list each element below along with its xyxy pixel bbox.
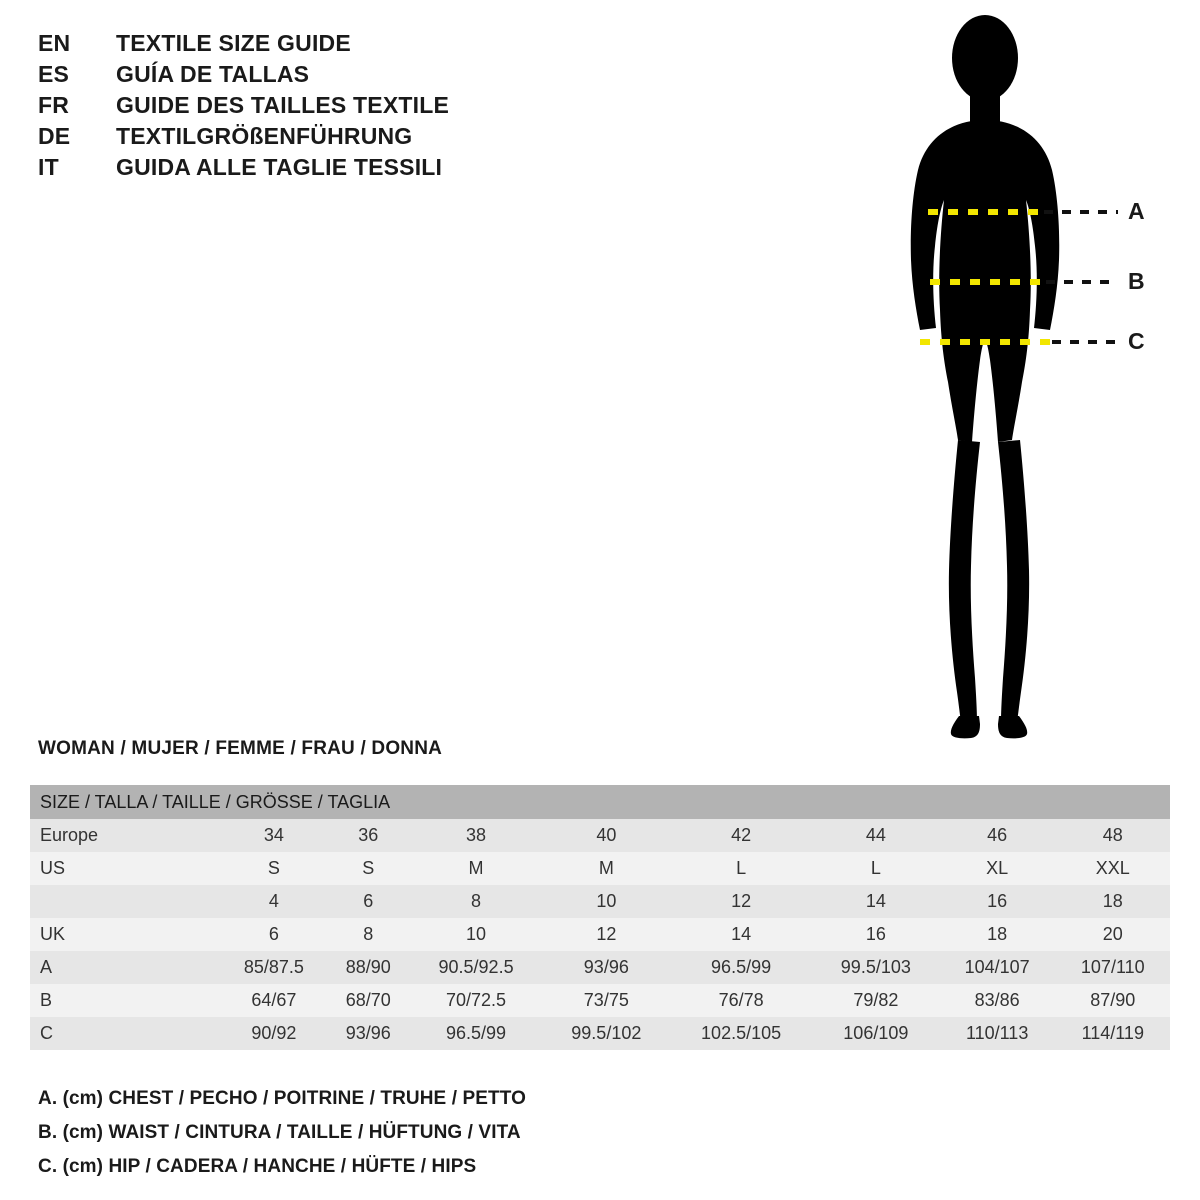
cell: 38	[466, 825, 487, 845]
section-caption: WOMAN / MUJER / FEMME / FRAU / DONNA	[38, 738, 443, 759]
cell: M	[598, 858, 614, 878]
cell: 8	[363, 924, 374, 944]
legend-line-c: C. (cm) HIP / CADERA / HANCHE / HÜFTE / HIPS	[38, 1156, 477, 1177]
title-text-en: TEXTILE SIZE GUIDE	[116, 30, 351, 56]
cell: 104/107	[964, 957, 1030, 977]
title-row	[38, 154, 598, 181]
row-label-europe: Europe	[40, 825, 99, 845]
legend-line-b: B. (cm) WAIST / CINTURA / TAILLE / HÜFTUNG / VITA	[38, 1122, 521, 1143]
title-lang-es: ES	[38, 61, 70, 87]
table-row	[30, 984, 1170, 1017]
table-row	[30, 885, 1170, 918]
size-table	[30, 785, 1170, 1050]
cell: 93/96	[583, 957, 629, 977]
row-label-b: B	[40, 990, 53, 1010]
title-text-de: TEXTILGRÖßENFÜHRUNG	[116, 123, 413, 149]
cell: 110/113	[965, 1023, 1029, 1043]
cell: 114/119	[1081, 1023, 1144, 1043]
size-table-body	[30, 819, 1170, 1050]
title-row	[38, 61, 598, 88]
cell: 90.5/92.5	[438, 957, 514, 977]
marker-label-b: B	[1128, 268, 1145, 294]
cell: 88/90	[345, 957, 391, 977]
title-text-it: GUIDA ALLE TAGLIE TESSILI	[116, 154, 443, 180]
cell: 96.5/99	[446, 1023, 507, 1043]
cell: 85/87.5	[243, 957, 304, 977]
cell: 10	[466, 924, 487, 944]
woman-silhouette-icon	[911, 15, 1059, 738]
title-lang-it: IT	[38, 154, 59, 180]
table-row	[30, 1017, 1170, 1050]
cell: S	[362, 858, 375, 878]
cell: S	[267, 858, 280, 878]
cell: 36	[358, 825, 379, 845]
cell: 12	[596, 924, 617, 944]
title-row	[38, 30, 598, 57]
cell: M	[468, 858, 484, 878]
cell: 64/67	[251, 990, 297, 1010]
marker-label-a: A	[1128, 198, 1145, 224]
title-lang-fr: FR	[38, 92, 70, 118]
title-text-fr: GUIDE DES TAILLES TEXTILE	[116, 92, 449, 118]
cell: 20	[1102, 924, 1123, 944]
cell: L	[870, 858, 881, 878]
cell: 99.5/103	[840, 957, 911, 977]
table-row	[30, 852, 1170, 885]
legend	[38, 1088, 738, 1190]
cell: 73/75	[583, 990, 629, 1010]
cell: 68/70	[345, 990, 391, 1010]
silhouette-svg	[840, 10, 1180, 750]
cell: 46	[987, 825, 1008, 845]
row-label-uk: UK	[40, 924, 66, 944]
table-row	[30, 918, 1170, 951]
size-table-head	[30, 785, 1170, 819]
cell: 90/92	[251, 1023, 297, 1043]
row-label-c: C	[40, 1023, 53, 1043]
title-block	[38, 30, 598, 185]
cell: 99.5/102	[571, 1023, 642, 1043]
cell: XL	[986, 858, 1009, 878]
size-table-header-cell: SIZE / TALLA / TAILLE / GRÖSSE / TAGLIA	[30, 785, 1170, 819]
cell: 42	[731, 825, 752, 845]
female-silhouette-figure	[840, 10, 1180, 750]
cell: 106/109	[843, 1023, 909, 1043]
cell: 6	[268, 924, 279, 944]
cell: 34	[263, 825, 284, 845]
cell: 70/72.5	[446, 990, 507, 1010]
cell: 102.5/105	[701, 1023, 782, 1043]
table-row	[30, 951, 1170, 984]
cell: 79/82	[853, 990, 899, 1010]
row-label-us: US	[40, 858, 66, 878]
cell: 8	[471, 891, 482, 911]
legend-line-a: A. (cm) CHEST / PECHO / POITRINE / TRUHE / PETTO	[38, 1088, 526, 1109]
cell: 6	[363, 891, 374, 911]
row-label-a: A	[40, 957, 53, 977]
title-text-es: GUÍA DE TALLAS	[116, 61, 310, 87]
row-label-us-numeric	[30, 885, 220, 918]
cell: 14	[865, 891, 886, 911]
marker-label-c: C	[1128, 328, 1145, 354]
cell: 10	[596, 891, 617, 911]
table-row	[30, 819, 1170, 852]
cell: 76/78	[718, 990, 764, 1010]
cell: 16	[865, 924, 886, 944]
cell: 44	[865, 825, 886, 845]
cell: 83/86	[974, 990, 1020, 1010]
title-lang-en: EN	[38, 30, 71, 56]
cell: 96.5/99	[711, 957, 772, 977]
cell: 40	[596, 825, 617, 845]
title-lang-de: DE	[38, 123, 71, 149]
title-row	[38, 123, 598, 150]
cell: 93/96	[345, 1023, 391, 1043]
cell: 14	[731, 924, 752, 944]
cell: 12	[731, 891, 752, 911]
cell: 87/90	[1090, 990, 1136, 1010]
cell: 107/110	[1080, 957, 1145, 977]
cell: XXL	[1095, 858, 1130, 878]
cell: L	[736, 858, 747, 878]
cell: 4	[268, 891, 279, 911]
cell: 18	[1102, 891, 1123, 911]
table-header-row	[30, 785, 1170, 819]
cell: 48	[1102, 825, 1123, 845]
cell: 16	[987, 891, 1008, 911]
cell: 18	[987, 924, 1008, 944]
title-row	[38, 92, 598, 119]
